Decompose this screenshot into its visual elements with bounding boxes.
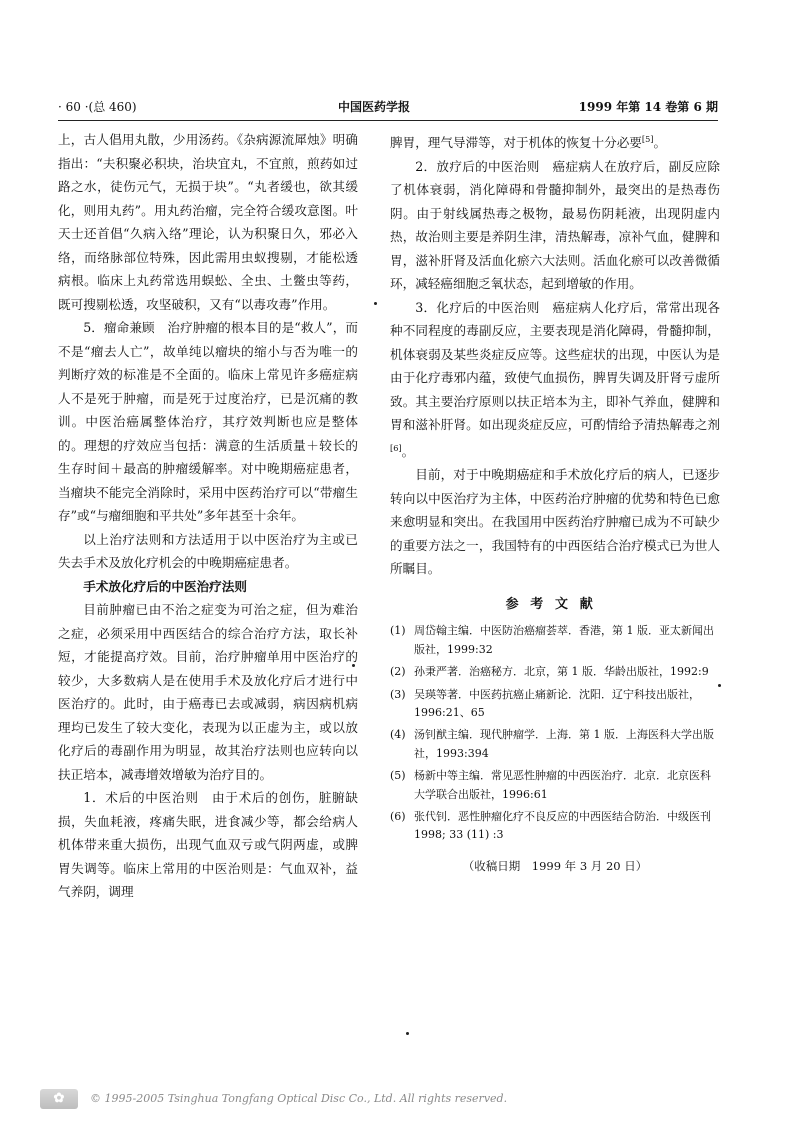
scan-speck [352,664,355,667]
scan-speck [406,1032,409,1035]
reference-item [390,726,720,763]
reference-item [390,622,720,659]
scan-speck [718,684,721,687]
reference-text: 吴瑛等著．中医药抗癌止痛新论．沈阳．辽宁科技出版社，1996:21、65 [414,687,700,719]
reference-number: (2) [390,665,406,679]
citation: [5] [641,134,654,144]
paragraph-end: 。 [401,443,415,459]
paragraph: 目前，对于中晚期癌症和手术放化疗后的病人，已逐步转向以中医治疗为主体，中医药治疗肿瘤的优势和特色已愈来愈明显和突出。在我国用中医药治疗肿瘤已成为不可缺少的重要方法之一，我国特有的中西医结合治疗模式已为世人所瞩目。 [390,467,720,577]
reference-text: 周岱翰主编．中医防治癌瘤荟萃．香港，第 1 版．亚太新闻出版社，1999:32 [414,624,714,656]
page-header [58,98,718,118]
paragraph: 目前肿瘤已由不治之症变为可治之症，但为难治之症，必须采用中西医结合的综合治疗方法，取长补短，才能提高疗效。目前，治疗肿瘤单用中医治疗的较少，大多数病人是在使用手术及放化疗后才进行中医治疗的。此时，由于癌毒已去或减弱，病因病机病理均已发生了较大变化，表现为以正虚为主，或以放化疗后的毒副作用为明显，故其治疗法则也应转向以扶正培本，减毒增效增敏为治疗目的。 [58,602,358,782]
citation: [6] [390,442,402,453]
paragraph-text: 3．化疗后的中医治则 癌症病人化疗后，常常出现各种不同程度的毒副反应，主要表现是消化障碍，骨髓抑制，机体衰弱及某些炎症反应等。这些症状的出现，中医认为是由于化疗毒邪内蕴，致使气血损伤，脾胃失调及肝肾亏虚所致。其主要治疗原则以扶正培本为主，即补气养血，健脾和胃和滋补肝肾。如出现炎症反应，可酌情给予清热解毒之剂 [390,299,720,433]
reference-text: 汤钊猷主编．现代肿瘤学．上海．第 1 版．上海医科大学出版社，1993:394 [414,728,714,760]
section-heading: 手术放化疗后的中医治疗法则 [83,578,247,594]
reference-item [390,686,720,723]
issue-info: 1999 年第 14 卷第 6 期 [578,100,718,114]
paragraph: 上，古人倡用丸散，少用汤药。《杂病源流犀烛》明确指出：“夫积聚必积块，治块宜丸，不宜煎，煎药如过路之水，徒伤元气，无损于块”。“丸者缓也，欲其缓化，则用丸药”。用丸药治瘤，完全符合缓攻意图。叶天士还首倡“久病入络”理论，认为积聚日久，邪必入络，而络脉部位特殊，因此需用虫蚁搜剔，才能松透病根。临床上丸药常选用蜈蚣、全虫、土鳖虫等药，既可搜剔松透，攻坚破积，又有“以毒攻毒”作用。 [58,132,358,312]
reference-number: (4) [390,728,406,742]
reference-number: (5) [390,769,406,783]
copyright-text: © 1995-2005 Tsinghua Tongfang Optical Disc Co., Ltd. All rights reserved. [90,1092,508,1105]
reference-item [390,767,720,804]
reference-number: (3) [390,687,406,701]
paragraph: 5．瘤命兼顾 治疗肿瘤的根本目的是“救人”，而不是“瘤去人亡”，故单纯以瘤块的缩小与否为唯一的判断疗效的标准是不全面的。临床上常见许多癌症病人不是死于肿瘤，而是死于过度治疗，已是沉痛的教训。中医治癌属整体治疗，其疗效判断也应是整体的。理想的疗效应当包括：满意的生活质量＋较长的生存时间＋最高的肿瘤缓解率。对中晚期癌症患者，当瘤块不能完全消除时，采用中医药治疗可以“带瘤生存”或“与瘤细胞和平共处”多年甚至十余年。 [58,320,358,523]
paragraph [390,128,720,155]
received-date: （收稿日期 1999 年 3 月 20 日） [462,858,648,873]
paragraph [390,296,720,464]
reference-text: 杨新中等主编．常见恶性肿瘤的中西医治疗．北京．北京医科大学联合出版社，1996:61 [414,769,711,801]
paragraph: 以上治疗法则和方法适用于以中医治疗为主或已失去手术及放化疗机会的中晚期癌症患者。 [58,531,358,570]
reference-item [390,663,720,681]
reference-number: (6) [390,810,406,824]
publisher-logo-icon: ✿ [40,1089,78,1109]
references-title: 参考文献 [505,596,605,612]
reference-item [390,808,720,845]
journal-title: 中国医药学报 [338,100,411,114]
reference-text: 孙秉严著．治癌秘方．北京，第 1 版．华龄出版社，1992:9 [414,665,709,679]
footer [40,1090,760,1112]
reference-list [390,622,720,844]
reference-text: 张代钊．恶性肿瘤化疗不良反应的中西医结合防治．中级医刊 1998; 33 (11) :3 [414,810,722,842]
right-column [390,128,720,878]
page-number: · 60 ·(总 460) [58,100,137,114]
paragraph-text: 脾胃，理气导滞等，对于机体的恢复十分必要 [390,135,642,151]
paragraph-end: 。 [653,135,667,151]
scan-speck [374,302,377,305]
header-rule [58,120,718,121]
reference-number: (1) [390,624,406,638]
paragraph: 1．术后的中医治则 由于术后的创伤，脏腑缺损，失血耗液，疼痛失眠，进食减少等，都会给病人机体带来重大损伤，出现气血双亏或气阴两虚，或脾胃失调等。临床上常用的中医治则是：气血双补，益气养阴，调理 [58,790,358,899]
left-column [58,128,358,904]
paragraph: 2．放疗后的中医治则 癌症病人在放疗后，副反应除了机体衰弱，消化障碍和骨髓抑制外，最突出的是热毒伤阴。由于射线属热毒之极物，最易伤阴耗液，出现阴虚内热，故治则主要是养阴生津，清热解毒，凉补气血，健脾和胃，滋补肝肾及活血化瘀六大法则。活血化瘀可以改善微循环，减轻癌细胞乏氧状态，起到增敏的作用。 [390,158,720,292]
